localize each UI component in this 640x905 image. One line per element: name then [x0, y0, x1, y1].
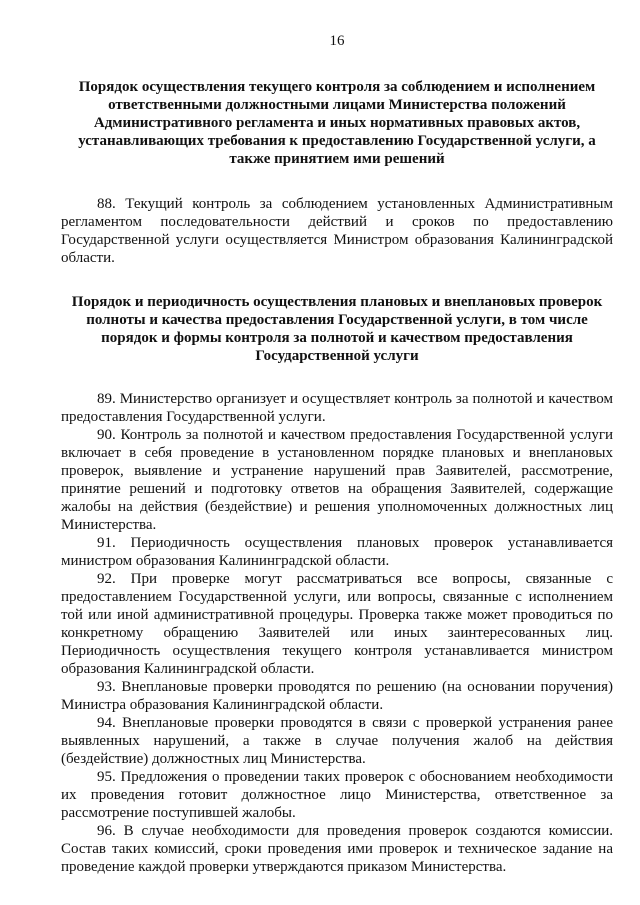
- paragraph-91: 91. Периодичность осуществления плановых проверок устанавливается министром образования Калининградской области.: [61, 535, 613, 569]
- page-number: 16: [329, 33, 345, 49]
- paragraph-92: 92. При проверке могут рассматриваться все вопросы, связанные с предоставлением Государственной услуги, или вопросы, связанные с исполнением той или иной административной процедуры. Проверка также может проводиться по конкретному обращению Заявителей или иных заинтересованных лиц. Периодичность осуществления текущего контроля устанавливается министром образования Калининградской области.: [61, 571, 613, 677]
- section-heading-current-control: Порядок осуществления текущего контроля за соблюдением и исполнением ответственными должностными лицами Министерства положений Административного регламента и иных нормативных правовых актов, устанавливающих требования к предоставлению Государственной услуги, а также принятием ими решений: [78, 79, 596, 167]
- paragraph-88: 88. Текущий контроль за соблюдением установленных Административным регламентом последовательности действий и сроков по предоставлению Государственной услуги осуществляется Министром образования Калининградской области.: [61, 196, 613, 266]
- paragraph-90: 90. Контроль за полнотой и качеством предоставления Государственной услуги включает в себя проведение в установленном порядке плановых и внеплановых проверок, выявление и устранение нарушений прав Заявителей, рассмотрение, принятие решений и подготовку ответов на обращения Заявителей, содержащие жалобы на действия (бездействие) и решения уполномоченных должностных лиц Министерства.: [61, 427, 613, 533]
- paragraph-95: 95. Предложения о проведении таких проверок с обоснованием необходимости их проведения готовит должностное лицо Министерства, ответственное за рассмотрение поступившей жалобы.: [61, 769, 613, 821]
- paragraph-94: 94. Внеплановые проверки проводятся в связи с проверкой устранения ранее выявленных нарушений, а также в случае получения жалоб на действия (бездействие) должностных лиц Министерства.: [61, 715, 613, 767]
- document-page: [61, 32, 613, 876]
- section-heading-inspections: Порядок и периодичность осуществления плановых и внеплановых проверок полноты и качества предоставления Государственной услуги, в том числе порядок и формы контроля за полнотой и качеством предоставления Государственной услуги: [71, 294, 603, 364]
- paragraph-93: 93. Внеплановые проверки проводятся по решению (на основании поручения) Министра образования Калининградской области.: [61, 679, 613, 713]
- paragraph-89: 89. Министерство организует и осуществляет контроль за полнотой и качеством предоставления Государственной услуги.: [61, 391, 613, 425]
- paragraph-96: 96. В случае необходимости для проведения проверок создаются комиссии. Состав таких комиссий, сроки проведения ими проверок и техническое задание на проведение каждой проверки утверждаются приказом Министерства.: [61, 823, 613, 875]
